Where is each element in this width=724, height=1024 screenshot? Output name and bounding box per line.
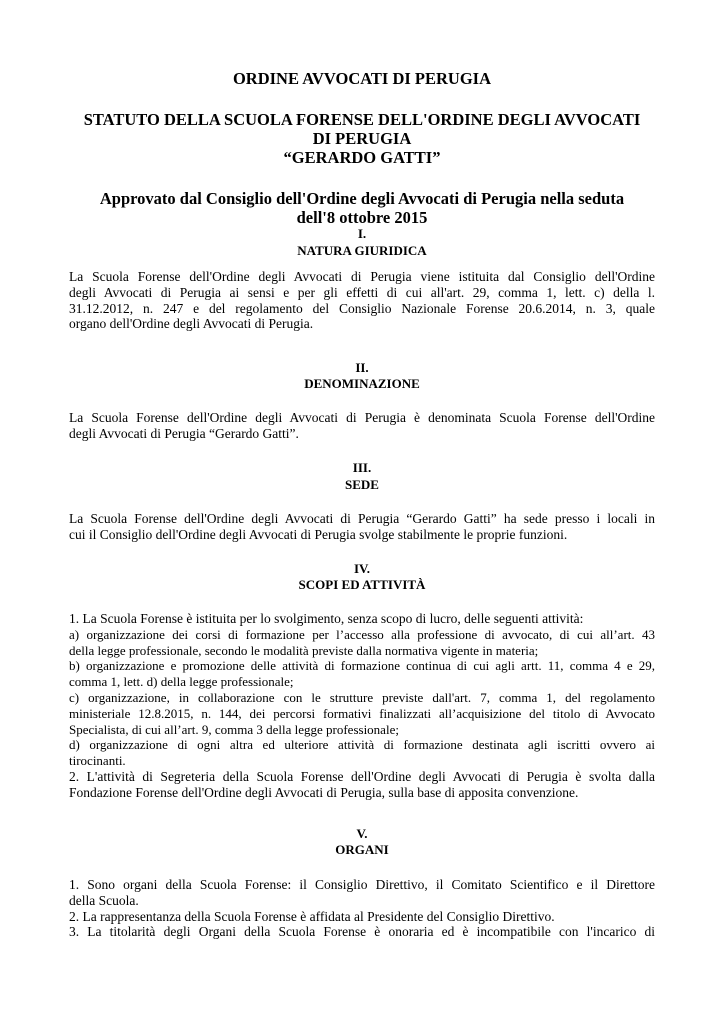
section-3-heading: SEDE — [345, 477, 379, 492]
section-2-heading: DENOMINAZIONE — [304, 376, 420, 391]
paragraph-line: degli Avvocati di Perugia “Gerardo Gatti”. — [69, 425, 299, 441]
paragraph-line: 2. La rappresentanza della Scuola Forense è affidata al Presidente del Consiglio Direttivo. — [69, 908, 555, 924]
section-4-number: IV. — [353, 561, 371, 576]
paragraph-line: degli Avvocati di Perugia ai sensi e per gli effetti di cui all'art. 29, comma 1, lett. c) della l. — [69, 284, 655, 300]
paragraph-line: tirocinanti. — [69, 753, 126, 769]
section-1-number: I. — [357, 226, 367, 241]
section-5-number: V. — [356, 826, 368, 841]
paragraph-line: della legge professionale, secondo le modalità previste dalla normativa vigente in materia; — [69, 642, 539, 658]
paragraph-line: b) organizzazione e promozione delle attività di formazione continua di cui agli artt. 11, comma 4 e 29, — [69, 658, 655, 674]
org-title: ORDINE AVVOCATI DI PERUGIA — [232, 69, 492, 88]
section-1-heading: NATURA GIURIDICA — [297, 243, 427, 258]
approval-line-1: Approvato dal Consiglio dell'Ordine degli Avvocati di Perugia nella seduta — [99, 189, 625, 208]
section-2-paragraph — [69, 410, 655, 442]
paragraph-line: comma 1, lett. d) della legge professionale; — [69, 674, 294, 690]
paragraph-line: 31.12.2012, n. 247 e del regolamento del Consiglio Nazionale Forense 20.6.2014, n. 3, quale — [69, 300, 655, 316]
section-3-paragraph — [69, 511, 655, 543]
statute-title-line-3: “GERARDO GATTI” — [283, 148, 441, 167]
section-5-paragraph — [69, 877, 655, 940]
section-5-heading: ORGANI — [335, 842, 389, 857]
paragraph-line: organo dell'Ordine degli Avvocati di Perugia. — [69, 316, 314, 332]
statute-title-line-1: STATUTO DELLA SCUOLA FORENSE DELL'ORDINE DEGLI AVVOCATI — [83, 110, 641, 129]
approval-line-2: dell'8 ottobre 2015 — [296, 208, 428, 227]
paragraph-line: cui il Consiglio dell'Ordine degli Avvocati di Perugia svolge stabilmente le proprie funzioni. — [69, 526, 568, 542]
section-4-paragraph — [69, 611, 655, 801]
paragraph-line: Fondazione Forense dell'Ordine degli Avvocati di Perugia, sulla base di apposita convenzione. — [69, 784, 579, 800]
paragraph-line: della Scuola. — [69, 892, 139, 908]
paragraph-line: 3. La titolarità degli Organi della Scuola Forense è onoraria ed è incompatibile con l'incarico di — [69, 924, 655, 940]
section-3-number: III. — [352, 460, 372, 475]
paragraph-line: 1. La Scuola Forense è istituita per lo svolgimento, senza scopo di lucro, delle seguenti attività: — [69, 611, 584, 626]
section-1-paragraph — [69, 269, 655, 332]
paragraph-line: 2. L'attività di Segreteria della Scuola Forense dell'Ordine degli Avvocati di Perugia è svolta dalla — [69, 768, 655, 784]
paragraph-line: La Scuola Forense dell'Ordine degli Avvocati di Perugia “Gerardo Gatti” ha sede presso i locali in — [69, 511, 655, 526]
paragraph-line: Specialista, di cui all’art. 9, comma 3 della legge professionale; — [69, 721, 399, 737]
statute-title-line-2: DI PERUGIA — [312, 129, 412, 148]
section-2-number: II. — [355, 360, 369, 375]
paragraph-line: La Scuola Forense dell'Ordine degli Avvocati di Perugia viene istituita dal Consiglio dell'Ordine — [69, 269, 655, 284]
paragraph-line: La Scuola Forense dell'Ordine degli Avvocati di Perugia è denominata Scuola Forense dell'Ordine — [69, 410, 655, 425]
section-4-heading: SCOPI ED ATTIVITÀ — [298, 577, 426, 592]
paragraph-line: d) organizzazione di ogni altra ed ulteriore attività di formazione destinata agli iscritti ovvero ai — [69, 737, 655, 753]
paragraph-line: 1. Sono organi della Scuola Forense: il Consiglio Direttivo, il Comitato Scientifico e il Direttore — [69, 877, 655, 892]
paragraph-line: ministeriale 12.8.2015, n. 144, dei percorsi formativi finalizzati all’acquisizione del titolo di Avvocato — [69, 705, 655, 721]
paragraph-line: c) organizzazione, in collaborazione con le strutture previste dall'art. 7, comma 1, del regolamento — [69, 689, 655, 705]
paragraph-line: a) organizzazione dei corsi di formazione per l’accesso alla professione di avvocato, di cui all’art. 43 — [69, 626, 655, 642]
